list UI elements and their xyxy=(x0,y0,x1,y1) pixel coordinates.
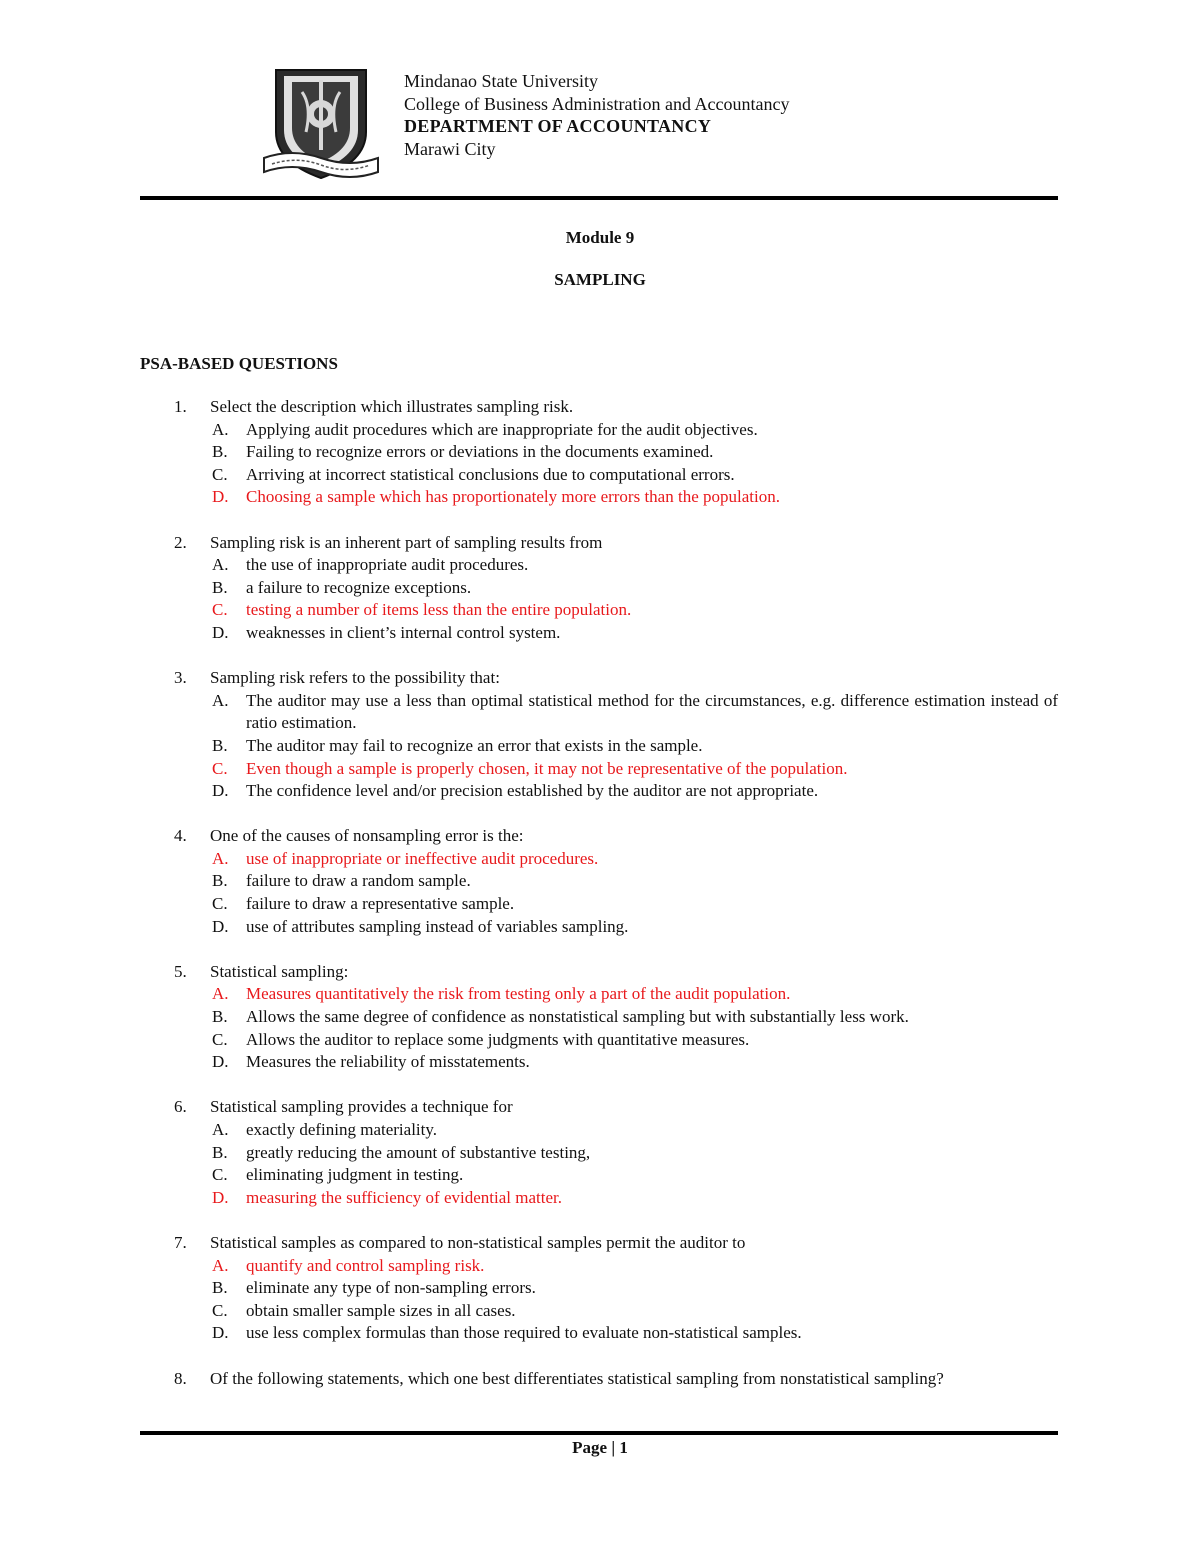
question-item xyxy=(140,396,1058,509)
answer-option xyxy=(140,1322,1058,1345)
question-number: 2. xyxy=(174,532,187,552)
question-stem xyxy=(140,825,1058,848)
option-text: The auditor may use a less than optimal statistical method for the circumstances, e.g. difference estimation instead of ratio estimation. xyxy=(246,690,1058,733)
question-stem xyxy=(140,961,1058,984)
question-text: Sampling risk is an inherent part of sampling results from xyxy=(210,532,603,552)
option-text: quantify and control sampling risk. xyxy=(246,1255,485,1275)
answer-option xyxy=(140,690,1058,735)
answer-option-correct xyxy=(140,983,1058,1006)
header-divider xyxy=(140,196,1058,200)
option-text: eliminate any type of non-sampling errors. xyxy=(246,1278,536,1298)
answer-option xyxy=(140,554,1058,577)
option-text: Allows the same degree of confidence as nonstatistical sampling but with substantially less work. xyxy=(246,1007,909,1027)
option-text: The confidence level and/or precision established by the auditor are not appropriate. xyxy=(246,781,819,801)
question-number: 1. xyxy=(174,397,187,416)
option-letter: B. xyxy=(212,871,228,891)
option-text: weaknesses in client’s internal control system. xyxy=(246,622,561,642)
question-stem xyxy=(140,1232,1058,1255)
answer-option xyxy=(140,780,1058,803)
question-item xyxy=(140,532,1058,645)
option-letter: C. xyxy=(212,464,228,484)
footer-divider xyxy=(140,1431,1058,1435)
option-text: Measures quantitatively the risk from testing only a part of the audit population. xyxy=(246,984,791,1004)
option-text: testing a number of items less than the entire population. xyxy=(246,600,632,620)
answer-option xyxy=(140,1051,1058,1074)
college-name: College of Business Administration and Accountancy xyxy=(404,93,790,114)
option-letter: A. xyxy=(212,848,229,868)
answer-option-correct xyxy=(140,599,1058,622)
answer-option xyxy=(140,735,1058,758)
option-text: Applying audit procedures which are inappropriate for the audit objectives. xyxy=(246,419,758,439)
option-letter: A. xyxy=(212,690,229,710)
question-text: Statistical sampling provides a technique for xyxy=(210,1097,513,1117)
option-letter: B. xyxy=(212,577,228,597)
question-number: 3. xyxy=(174,668,187,688)
answer-option-correct xyxy=(140,1255,1058,1278)
option-letter: D. xyxy=(212,1323,229,1343)
option-letter: D. xyxy=(212,487,229,507)
option-text: use less complex formulas than those required to evaluate non-statistical samples. xyxy=(246,1323,802,1343)
option-text: Measures the reliability of misstatements. xyxy=(246,1052,530,1072)
option-letter: C. xyxy=(212,1165,228,1185)
question-stem xyxy=(140,1368,1058,1391)
question-item xyxy=(140,667,1058,803)
section-title: PSA-BASED QUESTIONS xyxy=(140,354,338,373)
option-letter: D. xyxy=(212,622,229,642)
option-text: use of inappropriate or ineffective audit procedures. xyxy=(246,848,599,868)
document-header xyxy=(262,62,1062,192)
option-letter: B. xyxy=(212,1278,228,1298)
answer-option xyxy=(140,441,1058,464)
option-letter: A. xyxy=(212,555,229,575)
question-list xyxy=(140,396,1058,1413)
question-stem xyxy=(140,667,1058,690)
page-number: Page | 1 xyxy=(572,1438,628,1457)
question-number: 6. xyxy=(174,1097,187,1117)
question-number: 7. xyxy=(174,1232,187,1252)
option-text: measuring the sufficiency of evidential matter. xyxy=(246,1187,562,1207)
option-text: Failing to recognize errors or deviations in the documents examined. xyxy=(246,442,714,462)
answer-option-correct xyxy=(140,848,1058,871)
option-letter: D. xyxy=(212,1052,229,1072)
question-item xyxy=(140,1096,1058,1209)
option-text: Even though a sample is properly chosen, it may not be representative of the population. xyxy=(246,758,848,778)
department-name: DEPARTMENT OF ACCOUNTANCY xyxy=(404,116,712,136)
answer-option-correct xyxy=(140,486,1058,509)
option-letter: B. xyxy=(212,735,228,755)
header-text-block xyxy=(404,70,789,160)
option-text: exactly defining materiality. xyxy=(246,1120,438,1139)
answer-option xyxy=(140,1029,1058,1052)
option-text: Arriving at incorrect statistical conclusions due to computational errors. xyxy=(246,464,735,484)
question-text: One of the causes of nonsampling error is the: xyxy=(210,826,524,846)
answer-option xyxy=(140,1277,1058,1300)
option-letter: B. xyxy=(212,1142,228,1162)
answer-option xyxy=(140,1300,1058,1323)
university-seal-icon xyxy=(262,62,380,184)
option-text: a failure to recognize exceptions. xyxy=(246,577,472,597)
option-letter: C. xyxy=(212,1300,228,1320)
university-name: Mindanao State University xyxy=(404,71,598,91)
city-name: Marawi City xyxy=(404,138,496,159)
answer-option xyxy=(140,1164,1058,1187)
option-letter: A. xyxy=(212,1120,229,1139)
question-number: 5. xyxy=(174,961,187,981)
question-item xyxy=(140,1368,1058,1391)
module-number: Module 9 xyxy=(565,228,635,247)
question-text: Of the following statements, which one best differentiates statistical sampling from nonstatistical sampling? xyxy=(210,1368,944,1388)
answer-option xyxy=(140,1119,1058,1142)
option-letter: C. xyxy=(212,1029,228,1049)
option-text: obtain smaller sample sizes in all cases. xyxy=(246,1300,516,1320)
option-text: failure to draw a representative sample. xyxy=(246,894,515,914)
option-letter: C. xyxy=(212,894,228,914)
option-letter: D. xyxy=(212,1187,229,1207)
option-text: the use of inappropriate audit procedures. xyxy=(246,555,529,575)
question-number: 8. xyxy=(174,1368,187,1388)
option-text: use of attributes sampling instead of variables sampling. xyxy=(246,916,629,936)
option-letter: D. xyxy=(212,916,229,936)
question-text: Statistical samples as compared to non-statistical samples permit the auditor to xyxy=(210,1232,746,1252)
module-topic: SAMPLING xyxy=(554,270,646,289)
option-letter: B. xyxy=(212,442,228,462)
option-letter: A. xyxy=(212,1255,229,1275)
question-text: Statistical sampling: xyxy=(210,961,349,981)
question-text: Select the description which illustrates sampling risk. xyxy=(210,397,574,416)
option-text: greatly reducing the amount of substantive testing, xyxy=(246,1142,591,1162)
option-text: eliminating judgment in testing. xyxy=(246,1165,464,1185)
option-letter: C. xyxy=(212,758,228,778)
option-text: Choosing a sample which has proportionately more errors than the population. xyxy=(246,487,780,507)
answer-option xyxy=(140,622,1058,645)
question-text: Sampling risk refers to the possibility that: xyxy=(210,668,500,688)
option-text: failure to draw a random sample. xyxy=(246,871,471,891)
question-stem xyxy=(140,396,1058,419)
option-letter: D. xyxy=(212,781,229,801)
question-stem xyxy=(140,532,1058,555)
answer-option xyxy=(140,577,1058,600)
answer-option-correct xyxy=(140,1187,1058,1210)
question-item xyxy=(140,825,1058,938)
answer-option xyxy=(140,893,1058,916)
answer-option xyxy=(140,1006,1058,1029)
answer-option xyxy=(140,916,1058,939)
question-item xyxy=(140,961,1058,1074)
answer-option xyxy=(140,1142,1058,1165)
question-item xyxy=(140,1232,1058,1345)
answer-option xyxy=(140,870,1058,893)
option-letter: A. xyxy=(212,419,229,439)
option-text: Allows the auditor to replace some judgments with quantitative measures. xyxy=(246,1029,750,1049)
answer-option-correct xyxy=(140,758,1058,781)
answer-option xyxy=(140,419,1058,442)
option-letter: A. xyxy=(212,984,229,1004)
question-number: 4. xyxy=(174,826,187,846)
option-letter: B. xyxy=(212,1007,228,1027)
option-letter: C. xyxy=(212,600,228,620)
answer-option xyxy=(140,464,1058,487)
question-stem xyxy=(140,1096,1058,1119)
option-text: The auditor may fail to recognize an error that exists in the sample. xyxy=(246,735,703,755)
